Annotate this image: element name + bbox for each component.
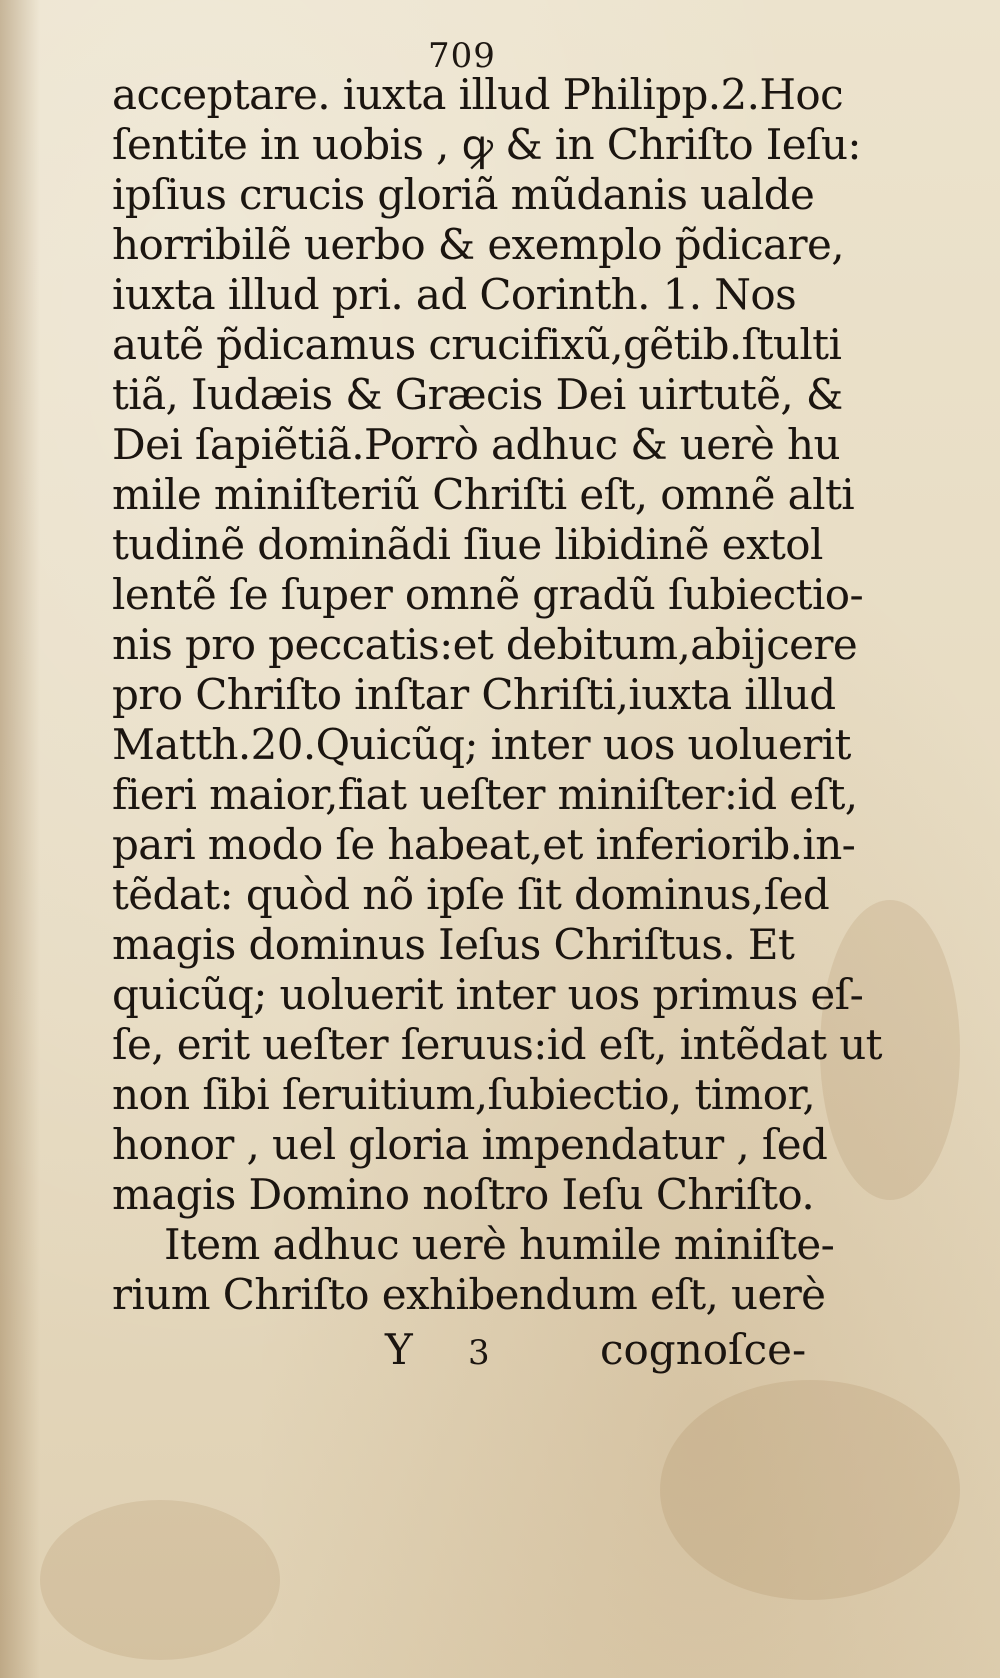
text-line: non ſibi ſeruitium,ſubiectio, timor, bbox=[112, 1070, 816, 1119]
text-line: magis Domino noſtro Ieſu Chriſto. bbox=[112, 1170, 815, 1219]
text-line: fieri maior,fiat ueſter miniſter:id eſt, bbox=[112, 770, 858, 819]
text-line: iuxta illud pri. ad Corinth. 1. Nos bbox=[112, 270, 797, 319]
text-line: Matth.20.Quicũq; inter uos uoluerit bbox=[112, 720, 851, 769]
text-line: magis dominus Ieſus Chriſtus. Et bbox=[112, 920, 795, 969]
text-line: rium Chriſto exhibendum eſt, uerè bbox=[112, 1270, 826, 1319]
catchword: cognoſce- bbox=[600, 1325, 807, 1374]
text-line: tiã, Iudæis & Græcis Dei uirtutẽ, & bbox=[112, 370, 843, 419]
text-line: pro Chriſto inſtar Chriſti,iuxta illud bbox=[112, 670, 836, 719]
text-block bbox=[112, 70, 882, 1320]
text-line: Item adhuc uerè humile miniſte- bbox=[164, 1220, 835, 1269]
text-line: autẽ p̃dicamus crucifixũ,gẽtib.ſtulti bbox=[112, 320, 842, 369]
page-number: 709 bbox=[428, 36, 496, 76]
text-line: tudinẽ dominãdi ſiue libidinẽ extol bbox=[112, 520, 823, 569]
text-line: lentẽ ſe ſuper omnẽ gradũ ſubiectio- bbox=[112, 570, 864, 619]
text-line: tẽdat: quòd nõ ipſe ſit dominus,ſed bbox=[112, 870, 830, 919]
signature-mark: Y bbox=[385, 1325, 413, 1374]
paper-stain bbox=[660, 1380, 960, 1600]
signature-number: 3 bbox=[468, 1333, 490, 1373]
text-line: horribilẽ uerbo & exemplo p̃dicare, bbox=[112, 220, 844, 269]
text-line: ſe, erit ueſter ſeruus:id eſt, intẽdat ut bbox=[112, 1020, 882, 1069]
gutter-shadow bbox=[0, 0, 40, 1678]
text-line: quicũq; uoluerit inter uos primus eſ- bbox=[112, 970, 864, 1019]
paper-stain bbox=[40, 1500, 280, 1660]
text-line: Dei ſapiẽtiã.Porrò adhuc & uerè hu bbox=[112, 420, 840, 469]
text-line: acceptare. iuxta illud Philipp.2.Hoc bbox=[112, 70, 844, 119]
text-line: nis pro peccatis:et debitum,abijcere bbox=[112, 620, 858, 669]
text-line: ſentite in uobis , ꝙ & in Chriſto Ieſu: bbox=[112, 120, 861, 169]
text-line: mile miniſteriũ Chriſti eſt, omnẽ alti bbox=[112, 470, 855, 519]
text-line: pari modo ſe habeat,et inferiorib.in- bbox=[112, 820, 856, 869]
text-line: ipſius crucis gloriã mũdanis ualde bbox=[112, 170, 815, 219]
text-line: honor , uel gloria impendatur , ſed bbox=[112, 1120, 828, 1169]
